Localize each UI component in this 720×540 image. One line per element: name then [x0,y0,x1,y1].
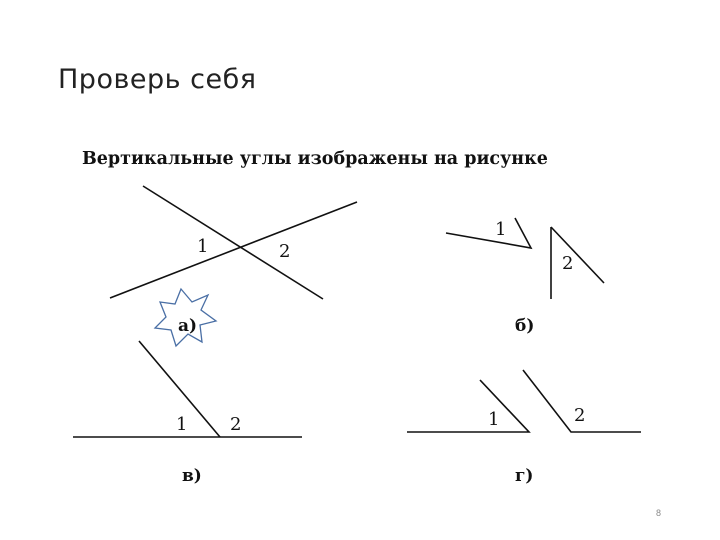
figure-g [407,370,641,486]
figure-a [110,186,357,346]
figure-g-angle-2-label: 2 [574,405,586,426]
figure-v [73,341,302,486]
figure-b-angle-2-label: 2 [562,253,574,274]
figure-a-caption: а) [178,316,198,336]
figure-b-angle-1 [446,218,531,248]
slide-title: Проверь себя [58,64,257,95]
figure-g-caption: г) [515,466,534,486]
figure-b-ray-2 [551,227,604,283]
question-heading: Вертикальные углы изображены на рисунке [82,149,548,169]
figure-b [446,218,604,336]
figure-v-caption: в) [182,466,202,486]
figure-v-angle-2-label: 2 [230,414,242,435]
figure-v-angle-1-label: 1 [176,414,188,435]
figure-a-angle-2-label: 2 [279,241,291,262]
figure-b-angle-1-label: 1 [495,219,507,240]
figure-a-line-1 [143,186,323,299]
figure-a-line-2 [110,202,357,298]
figure-g-angle-1 [407,380,529,432]
figure-g-angle-1-label: 1 [488,409,500,430]
page-number: 8 [656,508,662,518]
figure-b-caption: б) [515,316,535,336]
figure-a-angle-1-label: 1 [197,236,209,257]
